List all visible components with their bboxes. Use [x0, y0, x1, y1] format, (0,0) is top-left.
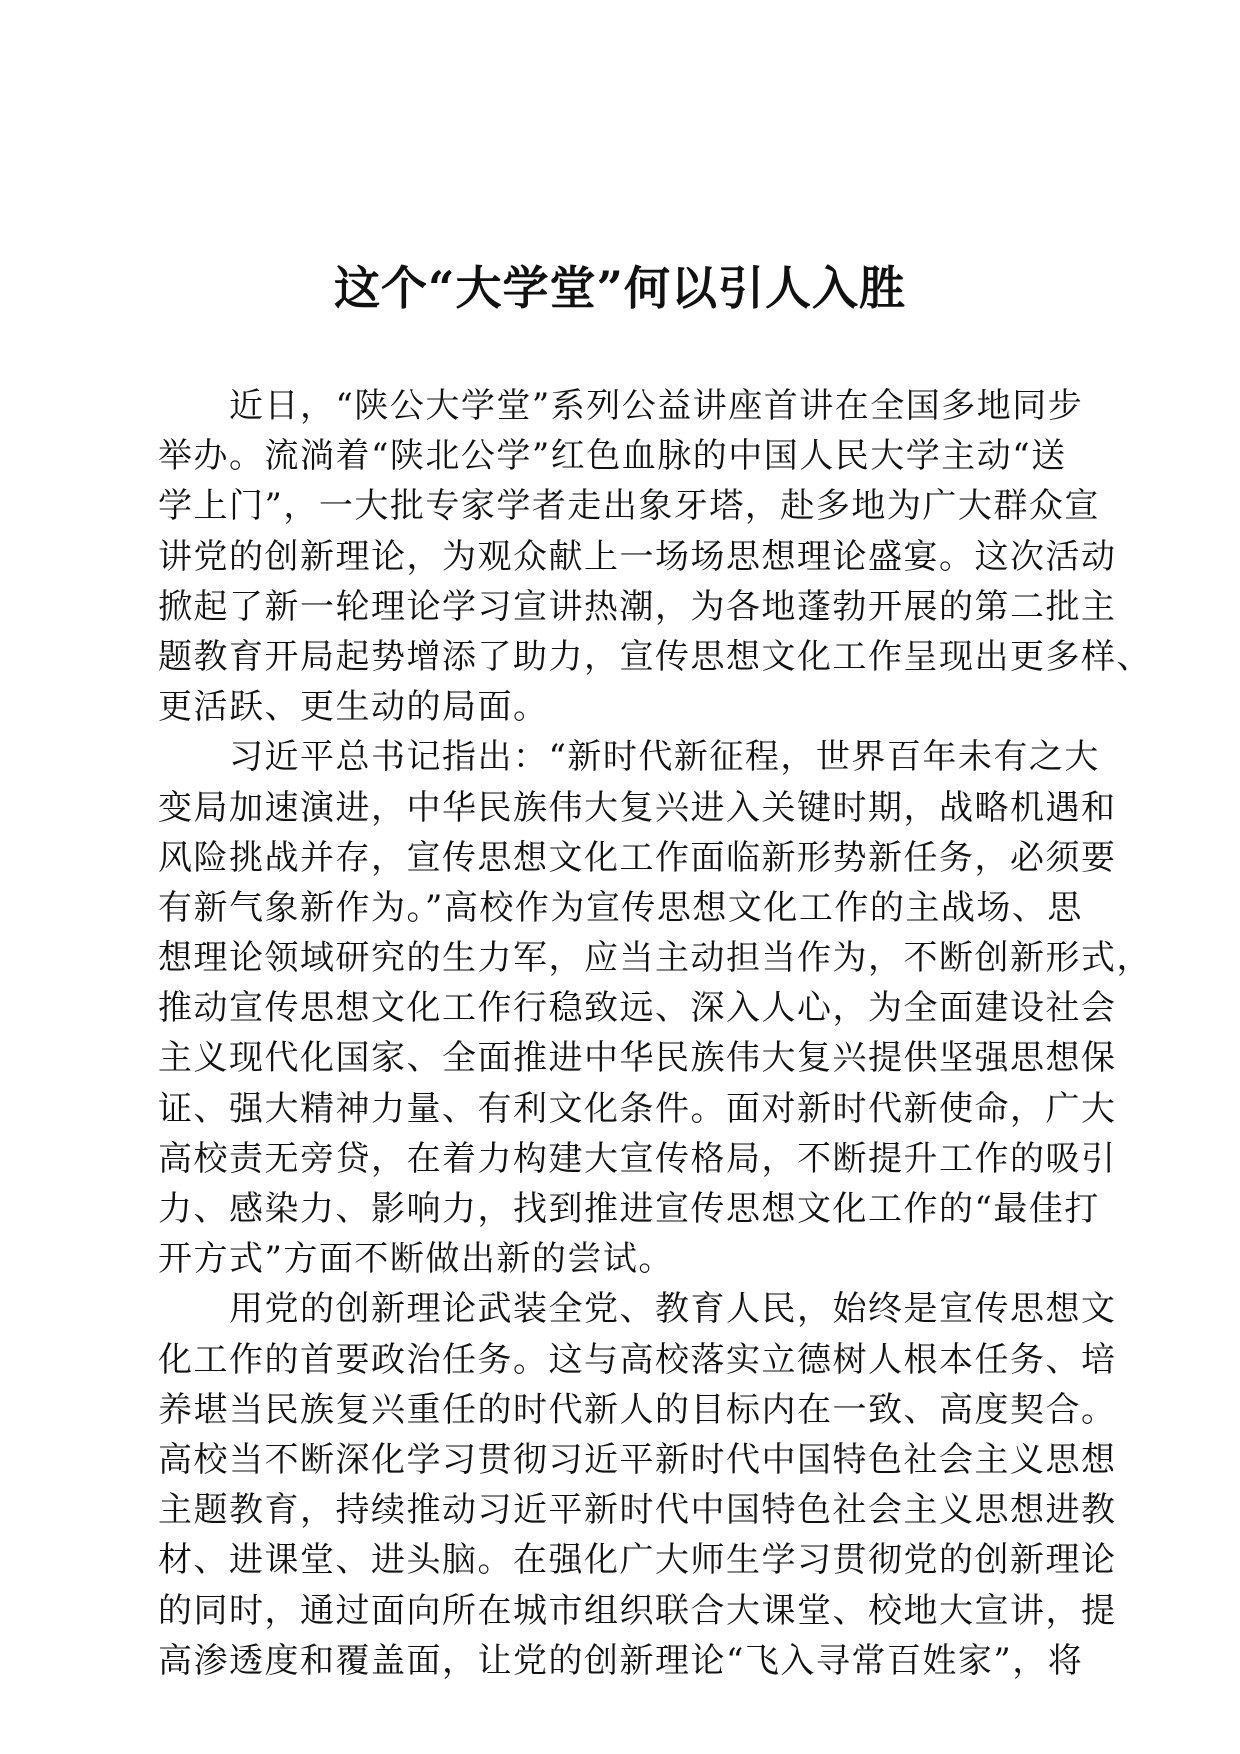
paragraph-line: 高校当不断深化学习贯彻习近平新时代中国特色社会主义思想	[158, 1439, 1117, 1480]
paragraph-line: 主义现代化国家、全面推进中华民族伟大复兴提供坚强思想保	[158, 1038, 1117, 1079]
paragraph-line: 讲党的创新理论，为观众献上一场场思想理论盛宴。这次活动	[158, 536, 1117, 577]
paragraph-line: 的同时，通过面向所在城市组织联合大课堂、校地大宣讲，提	[158, 1590, 1117, 1631]
paragraph-line: 推动宣传思想文化工作行稳致远、深入人心，为全面建设社会	[158, 988, 1117, 1029]
paragraph-line: 学上门”，一大批专家学者走出象牙塔，赴多地为广大群众宣	[158, 486, 1100, 527]
paragraph-line: 风险挑战并存，宣传思想文化工作面临新形势新任务，必须要	[158, 837, 1117, 878]
paragraph-line: 养堪当民族复兴重任的时代新人的目标内在一致、高度契合。	[158, 1389, 1117, 1430]
paragraph	[158, 381, 1152, 732]
paragraph	[158, 732, 1152, 1284]
paragraph-line: 变局加速演进，中华民族伟大复兴进入关键时期，战略机遇和	[158, 787, 1117, 828]
paragraph-line: 掀起了新一轮理论学习宣讲热潮，为各地蓬勃开展的第二批主	[158, 586, 1117, 627]
paragraph-line: 高渗透度和覆盖面，让党的创新理论“飞入寻常百姓家”，将	[158, 1640, 1084, 1681]
paragraph-line: 用党的创新理论武装全党、教育人民，始终是宣传思想文	[229, 1289, 1117, 1330]
paragraph-line: 开方式”方面不断做出新的尝试。	[158, 1239, 674, 1280]
paragraph-line: 近日，“陕公大学堂”系列公益讲座首讲在全国多地同步	[229, 386, 1084, 426]
paragraph-line: 举办。流淌着“陕北公学”红色血脉的中国人民大学主动“送	[158, 436, 1067, 477]
paragraph-line: 高校责无旁贷，在着力构建大宣传格局，不断提升工作的吸引	[158, 1138, 1117, 1179]
paragraph-line: 证、强大精神力量、有利文化条件。面对新时代新使命，广大	[158, 1088, 1117, 1129]
paragraph-line: 有新气象新作为。”高校作为宣传思想文化工作的主战场、思	[158, 887, 1083, 928]
paragraph-line: 主题教育，持续推动习近平新时代中国特色社会主义思想进教	[158, 1490, 1117, 1531]
paragraph-line: 更活跃、更生动的局面。	[158, 687, 549, 728]
paragraph-line: 题教育开局起势增添了助力，宣传思想文化工作呈现出更多样、	[158, 636, 1152, 677]
paragraph-line: 想理论领域研究的生力军，应当主动担当作为，不断创新形式，	[158, 938, 1152, 979]
paragraph-line: 力、感染力、影响力，找到推进宣传思想文化工作的“最佳打	[158, 1189, 1100, 1229]
paragraph	[158, 1284, 1117, 1686]
paragraph-line: 材、进课堂、进头脑。在强化广大师生学习贯彻党的创新理论	[158, 1540, 1117, 1581]
paragraph-line: 习近平总书记指出：“新时代新征程，世界百年未有之大	[229, 737, 1100, 778]
document-body	[158, 381, 1152, 1686]
paragraph-line: 化工作的首要政治任务。这与高校落实立德树人根本任务、培	[158, 1339, 1117, 1380]
document-title: 这个“大学堂”何以引人入胜	[334, 261, 906, 315]
